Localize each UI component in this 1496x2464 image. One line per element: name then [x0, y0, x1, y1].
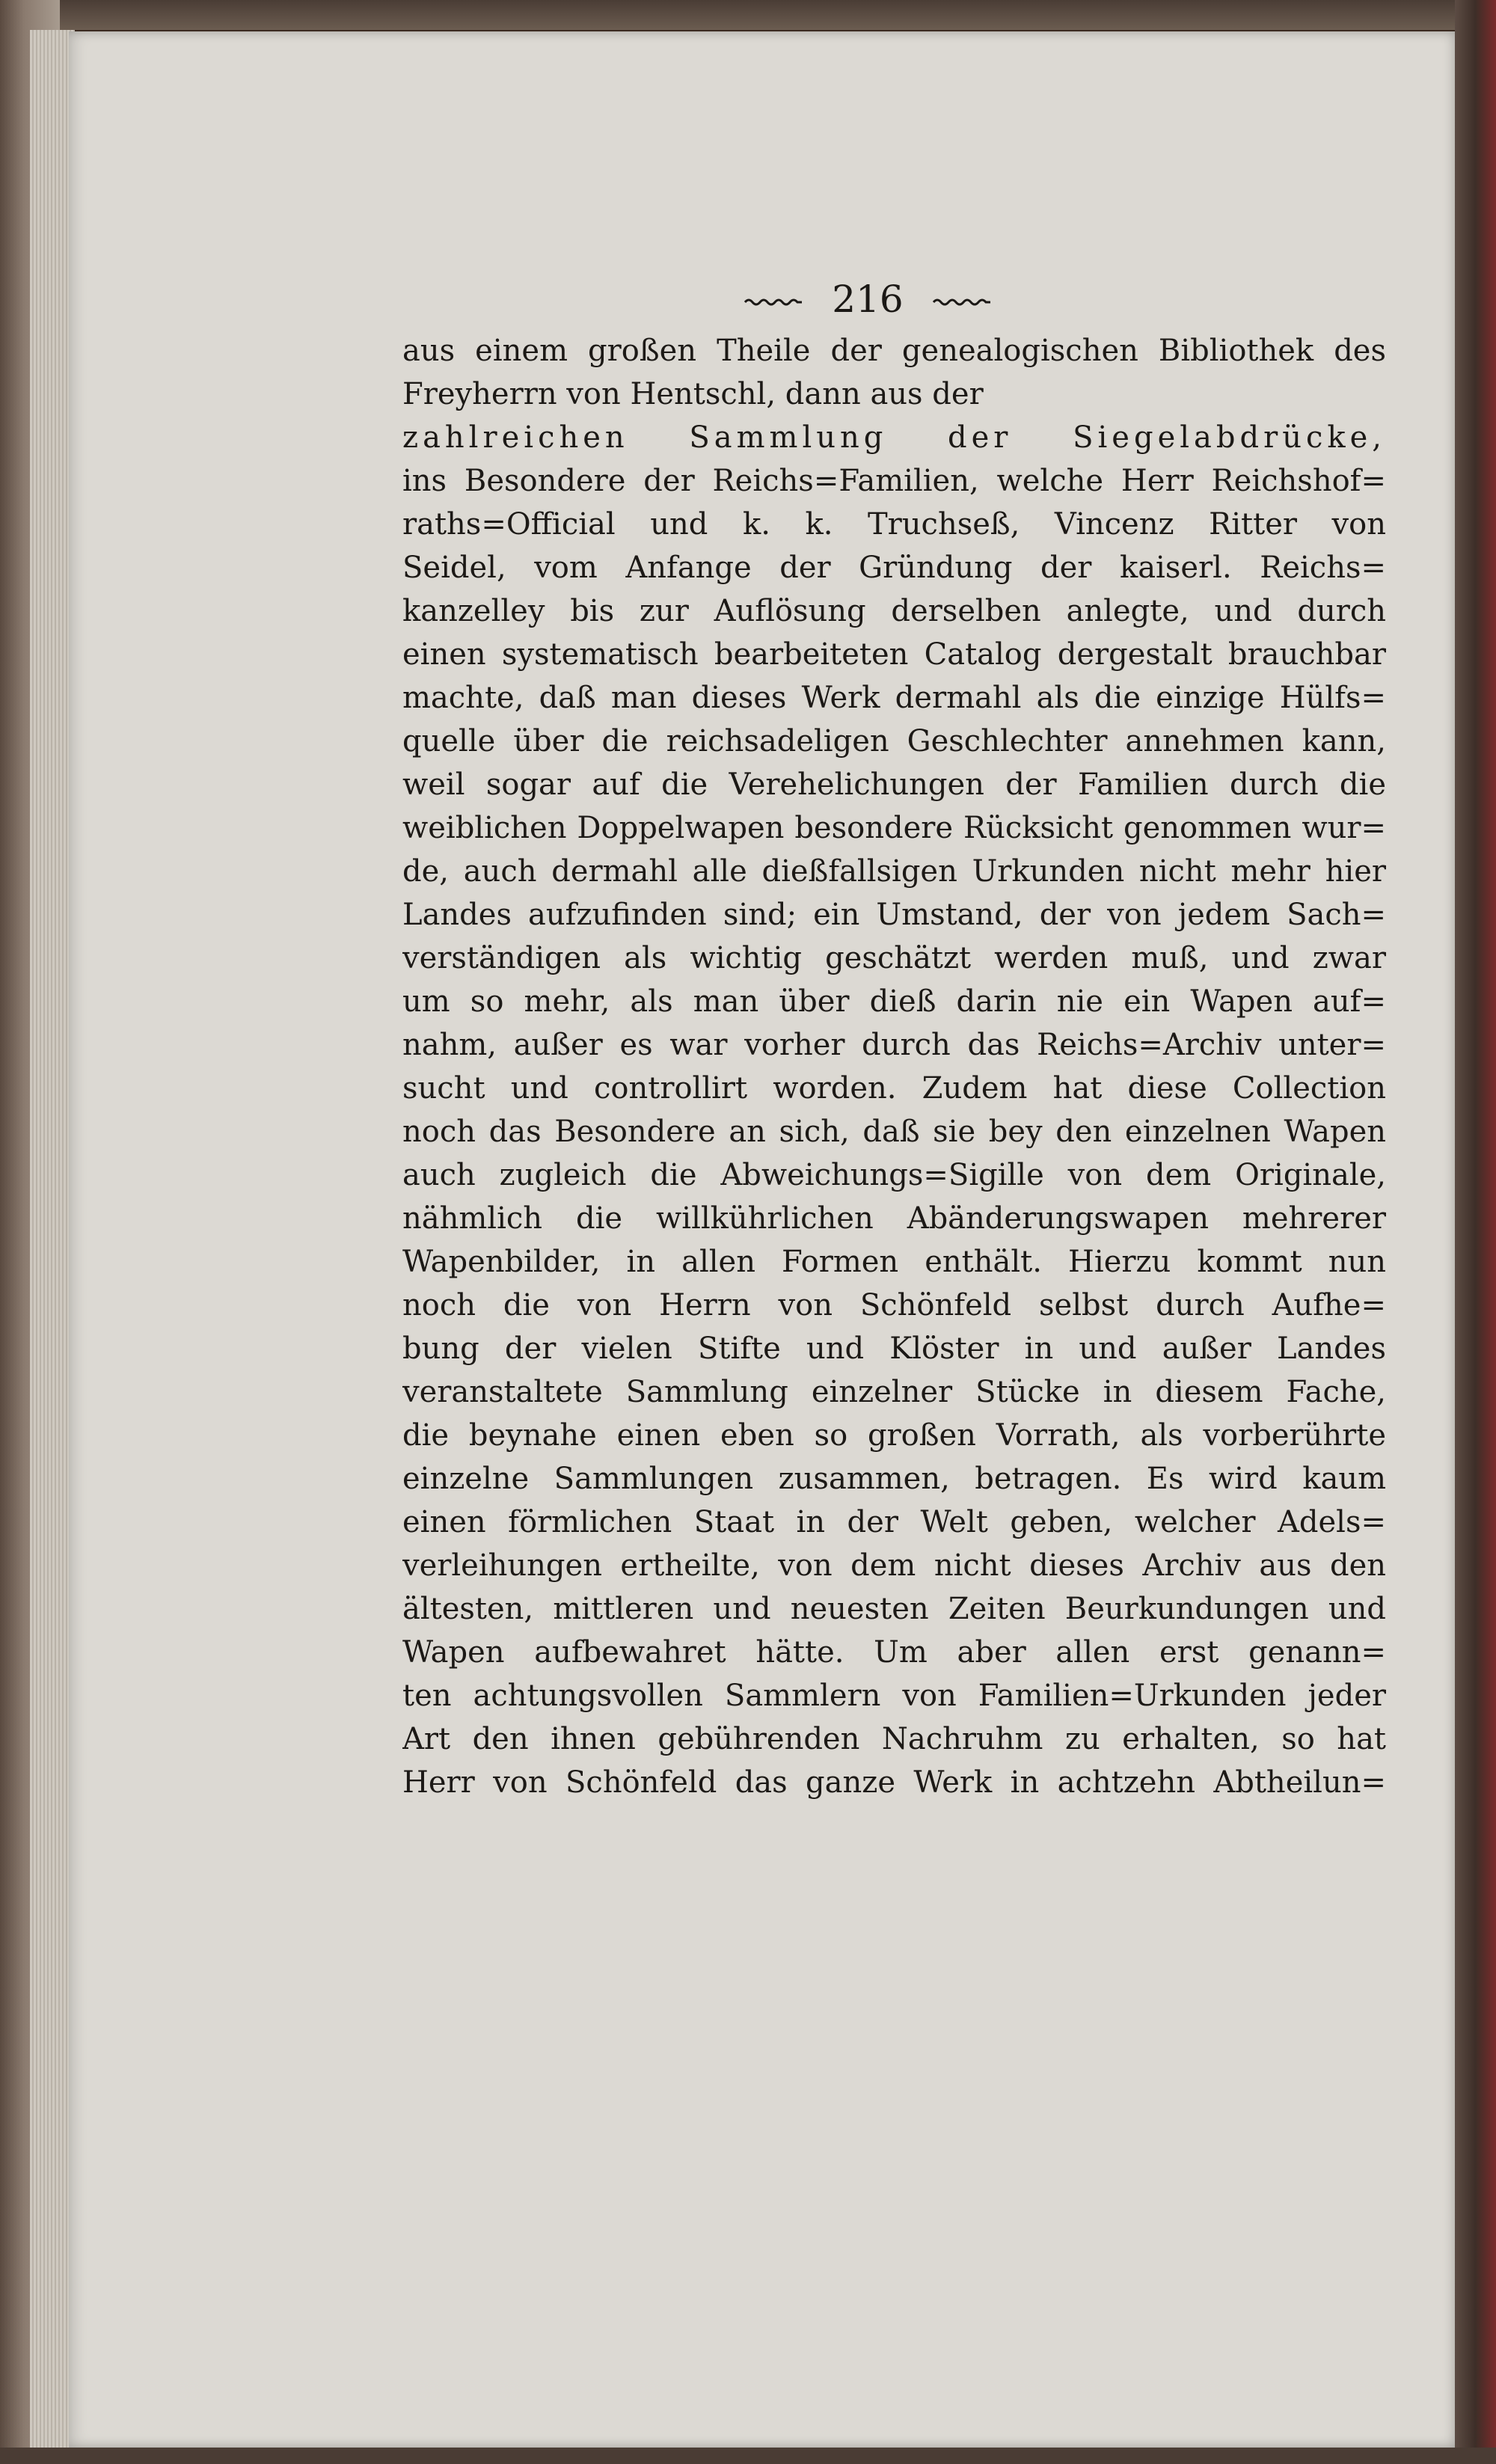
page-stack-edge: [30, 30, 75, 2464]
text-line: nähmlich die willkührlichen Abänderungswapen mehrerer: [402, 1201, 1386, 1236]
text-line: Landes aufzufinden sind; ein Umstand, der von jedem Sach=: [402, 898, 1386, 932]
text-line: machte, daß man dieses Werk dermahl als die einzige Hülfs=: [402, 681, 1386, 715]
text-line: noch die von Herrn von Schönfeld selbst durch Aufhe=: [402, 1288, 1386, 1323]
book-bottom-edge: [0, 2448, 1496, 2464]
text-line: einzelne Sammlungen zusammen, betragen. Es wird kaum: [402, 1462, 1386, 1496]
text-line: Art den ihnen gebührenden Nachruhm zu erhalten, so hat: [402, 1722, 1386, 1756]
text-line: kanzelley bis zur Auflösung derselben anlegte, und durch: [402, 594, 1386, 628]
text-line: ten achtungsvollen Sammlern von Familien=Urkunden jeder: [402, 1679, 1386, 1713]
text-line: Herr von Schönfeld das ganze Werk in achtzehn Abtheilun=: [402, 1765, 1386, 1800]
text-line: raths=Official und k. k. Truchseß, Vincenz Ritter von: [402, 507, 1386, 542]
text-line: Freyherrn von Hentschl, dann aus der: [402, 377, 984, 411]
text-line: aus einem großen Theile der genealogischen Bibliothek des: [402, 334, 1386, 368]
text-line: Seidel, vom Anfange der Gründung der kaiserl. Reichs=: [402, 551, 1386, 585]
text-line: um so mehr, als man über dieß darin nie ein Wapen auf=: [402, 984, 1386, 1019]
text-line: einen förmlichen Staat in der Welt geben, welcher Adels=: [402, 1505, 1386, 1539]
book-top-edge: [0, 0, 1496, 30]
wave-ornament-left-icon: [744, 297, 803, 307]
text-line: nahm, außer es war vorher durch das Reichs=Archiv unter=: [402, 1028, 1386, 1062]
text-line: Wapenbilder, in allen Formen enthält. Hierzu kommt nun: [402, 1245, 1386, 1279]
text-line: noch das Besondere an sich, daß sie bey den einzelnen Wapen: [402, 1115, 1386, 1149]
text-line: verständigen als wichtig geschätzt werden muß, und zwar: [402, 941, 1386, 975]
text-line: sucht und controllirt worden. Zudem hat diese Collection: [402, 1071, 1386, 1106]
text-line: de, auch dermahl alle dießfallsigen Urkunden nicht mehr hier: [402, 854, 1386, 889]
text-line: verleihungen ertheilte, von dem nicht dieses Archiv aus den: [402, 1548, 1386, 1583]
text-line: quelle über die reichsadeligen Geschlechter annehmen kann,: [402, 724, 1386, 758]
page-header: [703, 273, 1032, 325]
text-line: einen systematisch bearbeiteten Catalog dergestalt brauchbar: [402, 637, 1386, 672]
text-line: die beynahe einen eben so großen Vorrath, als vorberührte: [402, 1418, 1386, 1453]
text-line: Wapen aufbewahret hätte. Um aber allen erst genann=: [402, 1635, 1386, 1670]
text-line: weiblichen Doppelwapen besondere Rücksicht genommen wur=: [402, 811, 1386, 845]
text-line: veranstaltete Sammlung einzelner Stücke in diesem Fache,: [402, 1375, 1386, 1409]
text-line: bung der vielen Stifte und Klöster in und außer Landes: [402, 1331, 1386, 1366]
text-line: ins Besondere der Reichs=Familien, welche Herr Reichshof=: [402, 464, 1386, 498]
text-line: weil sogar auf die Verehelichungen der Familien durch die: [402, 767, 1386, 802]
page-number: 216: [832, 278, 904, 321]
body-text: [402, 329, 1386, 1804]
book-binding-right: [1455, 0, 1496, 2464]
text-line: zahlreichen Sammlung der Siegelabdrücke,: [402, 420, 1386, 455]
wave-ornament-right-icon: [932, 297, 992, 307]
text-line: auch zugleich die Abweichungs=Sigille von dem Originale,: [402, 1158, 1386, 1192]
text-line: ältesten, mittleren und neuesten Zeiten Beurkundungen und: [402, 1592, 1386, 1626]
